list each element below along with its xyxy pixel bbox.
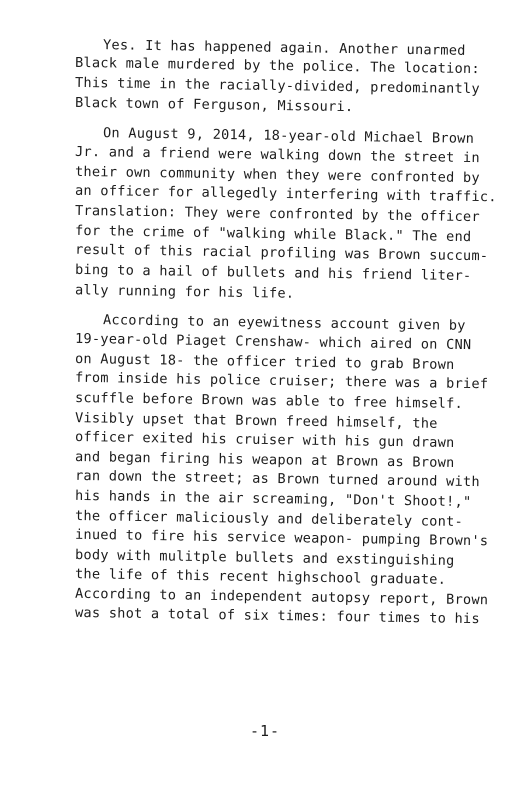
text-line: his hands in the air screaming, "Don't Shoot!,": [74, 487, 472, 511]
text-line: for the crime of "walking while Black." The end: [74, 222, 472, 246]
page-number: -1-: [250, 722, 281, 740]
text-line: their own community when they were confronted by: [74, 163, 480, 187]
text-line: an officer for allegedly interfering with traffic.: [74, 182, 497, 206]
text-line: 19-year-old Piaget Crenshaw- which aired on CNN: [74, 330, 472, 354]
text-line: body with mulitple bullets and exstinguishing: [74, 547, 455, 569]
text-line: Translation: They were confronted by the officer: [74, 202, 480, 226]
text-line: from inside his police cruiser; there was a brief: [74, 369, 489, 393]
text-line: on August 18- the officer tried to grab Brown: [74, 351, 455, 373]
text-line: ran down the street; as Brown turned around with: [74, 467, 480, 491]
text-line: On August 9, 2014, 18-year-old Michael Brown: [102, 125, 475, 147]
text-line: Jr. and a friend were walking down the street in: [74, 143, 480, 167]
text-line: inued to fire his service weapon- pumping Brown's: [74, 526, 489, 550]
text-line: result of this racial profiling was Brown succum-: [74, 241, 489, 265]
text-line: According to an independent autopsy report, Brown: [74, 585, 489, 609]
text-line: was shot a total of six times: four times to his: [74, 604, 480, 628]
text-line: Black male murdered by the police. The location:: [74, 54, 480, 78]
text-line: and began firing his weapon at Brown as Brown: [74, 449, 455, 471]
text-line: officer exited his cruiser with his gun drawn: [74, 429, 455, 451]
text-line: scuffle before Brown was able to free himself.: [74, 389, 464, 413]
text-line: the life of this recent highschool graduate.: [74, 566, 447, 588]
text-line: Yes. It has happened again. Another unarmed: [102, 37, 466, 59]
text-line: ally running for his life.: [74, 282, 295, 302]
text-line: Visibly upset that Brown freed himself, the: [74, 410, 438, 432]
text-line: This time in the racially-divided, predominantly: [74, 74, 480, 98]
text-line: According to an eyewitness account given by: [102, 312, 466, 334]
text-line: bing to a hail of bullets and his friend liter-: [74, 261, 472, 285]
text-line: the officer maliciously and deliberately cont-: [74, 507, 464, 531]
text-line: Black town of Ferguson, Missouri.: [74, 94, 354, 116]
